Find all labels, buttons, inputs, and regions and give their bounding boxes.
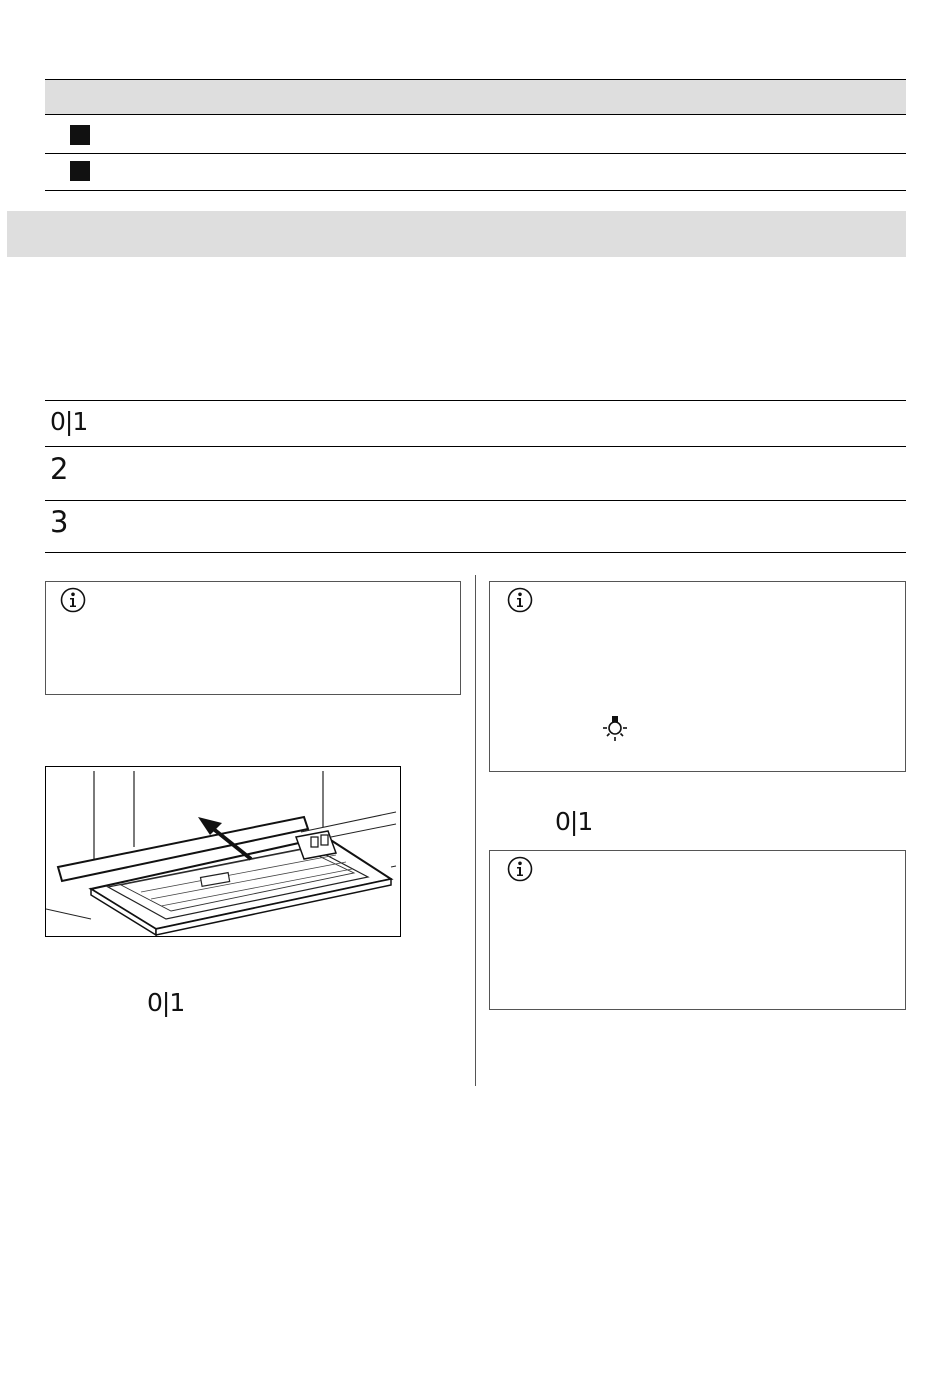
controls-table-rule: [45, 500, 906, 501]
controls-table-rule: [45, 552, 906, 553]
controls-table-rule: [45, 446, 906, 447]
info-icon: [507, 587, 533, 613]
right-info-box-2: [489, 850, 906, 1010]
cooker-hood-drawing: [46, 767, 400, 936]
top-table-rule: [45, 190, 906, 191]
info-icon: [507, 856, 533, 882]
controls-table-rule: [45, 400, 906, 401]
square-icon: [70, 161, 90, 181]
top-table-header: [45, 80, 906, 114]
top-table-rule: [45, 114, 906, 115]
on-off-symbol: 0|1: [50, 407, 88, 436]
square-icon: [70, 125, 90, 145]
right-step-on-off-symbol: 0|1: [555, 807, 593, 836]
light-bulb-icon: [601, 714, 629, 744]
section-heading-bar: [7, 211, 906, 257]
speed-3-symbol: 3: [50, 505, 68, 539]
left-step-on-off-symbol: 0|1: [147, 988, 185, 1017]
right-info-box-1: [489, 581, 906, 772]
info-icon: [60, 587, 86, 613]
hood-illustration: [45, 766, 401, 937]
top-table-rule: [45, 153, 906, 154]
column-divider: [475, 575, 476, 1086]
speed-2-symbol: 2: [50, 452, 68, 486]
left-info-box: [45, 581, 461, 695]
